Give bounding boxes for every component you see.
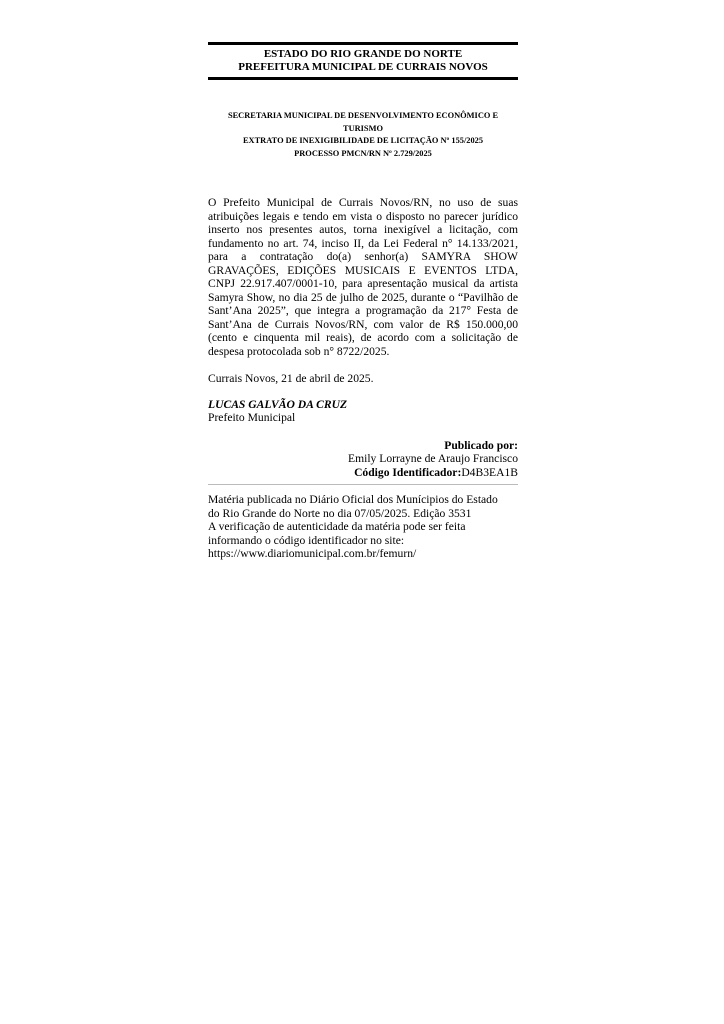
footer-line-1: Matéria publicada no Diário Oficial dos Munícipios do Estado <box>208 493 498 507</box>
masthead-state: ESTADO DO RIO GRANDE DO NORTE <box>263 48 463 60</box>
published-by-label: Publicado por: <box>444 438 518 452</box>
document-page <box>208 42 518 561</box>
footer-line-4: informando o código identificador no site: <box>208 533 405 547</box>
publication-block <box>208 439 518 480</box>
footer-url[interactable]: https://www.diariomunicipal.com.br/femurn/ <box>208 547 417 561</box>
footer-line-3: A verificação de autenticidade da matéria pode ser feita <box>208 520 466 534</box>
identifier-code: D4B3EA1B <box>461 465 518 479</box>
identifier-label: Código Identificador: <box>354 465 462 479</box>
identifier-line <box>208 466 518 480</box>
signer-name: LUCAS GALVÃO DA CRUZ <box>208 397 348 411</box>
document-heading <box>208 110 518 160</box>
footer-line-2: do Rio Grande do Norte no dia 07/05/2025. Edição 3531 <box>208 506 472 520</box>
signature-block <box>208 398 518 425</box>
document-date: Currais Novos, 21 de abril de 2025. <box>208 372 374 386</box>
footer-divider <box>208 484 518 485</box>
secretaria-title: SECRETARIA MUNICIPAL DE DESENVOLVIMENTO ECONÔMICO E TURISMO <box>227 111 499 133</box>
document-body <box>208 196 518 358</box>
body-paragraph: O Prefeito Municipal de Currais Novos/RN, no uso de suas atribuições legais e tendo em vista o disposto no parecer jurídico inserto nos presentes autos, torna inexigível a licitação, com fundamento no art. 74, inciso II, da Lei Federal n° 14.133/2021, para a contratação do(a) senhor(a) SAMYRA SHOW GRAVAÇÕES, EDIÇÕES MUSICAIS E EVENTOS LTDA, CNPJ 22.917.407/0001-10, para apresentação musical da artista Samyra Show, no dia 25 de julho de 2025, durante o “Pavilhão de Sant’Ana 2025”, que integra a programação da 217° Festa de Sant’Ana de Currais Novos/RN, com valor de R$ 150.000,00 (cento e cinquenta mil reais), de acordo com a solicitação de despesa protocolada sob n° 8722/2025. <box>208 196 518 358</box>
signer-title: Prefeito Municipal <box>208 411 296 425</box>
publisher-name: Emily Lorrayne de Araujo Francisco <box>348 452 518 466</box>
extrato-title: EXTRATO DE INEXIGIBILIDADE DE LICITAÇÃO Nº 155/2025 <box>242 136 484 146</box>
masthead-prefeitura: PREFEITURA MUNICIPAL DE CURRAIS NOVOS <box>238 61 488 73</box>
processo-number: PROCESSO PMCN/RN Nº 2.729/2025 <box>294 148 432 158</box>
footer-note <box>208 493 518 561</box>
masthead <box>208 42 518 80</box>
